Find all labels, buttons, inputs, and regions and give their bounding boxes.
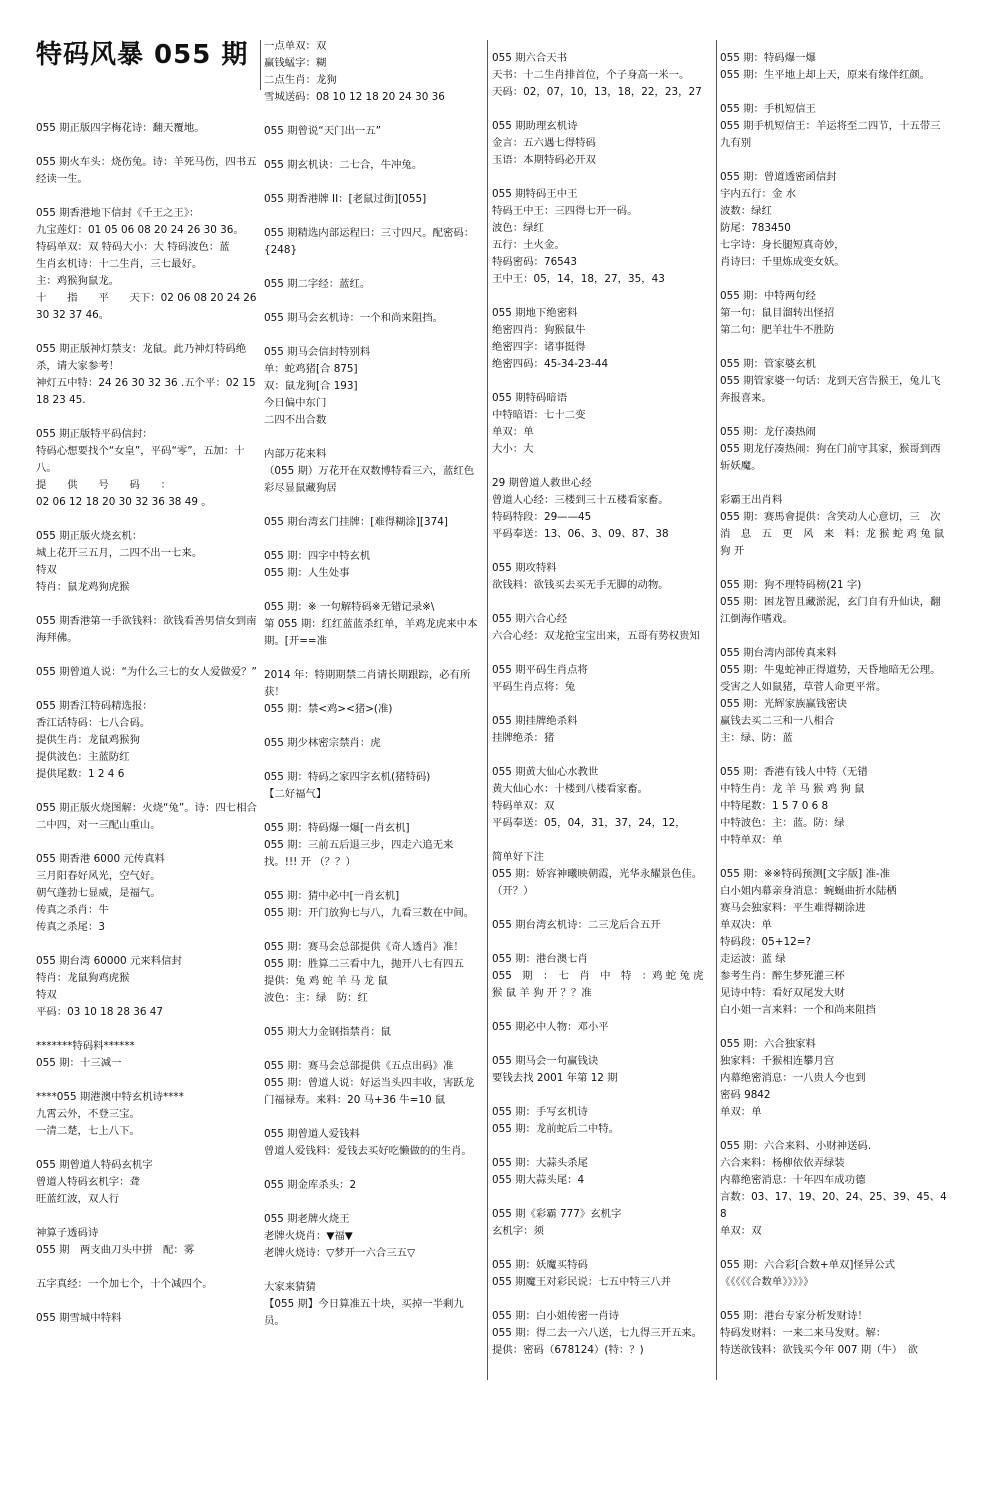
text-line: 雪城送码：08 10 12 18 20 24 30 36 xyxy=(264,91,445,103)
text-line: 055 期马会玄机诗：一个和尚来阻挡。 xyxy=(264,312,443,324)
text-line: 055 期：困龙智且藏淤泥，玄门自有升仙诀，翻江倒海作嗜戏。 xyxy=(720,596,941,625)
text-line: 第 055 期：红红蓝蓝杀红单，羊鸡龙虎来中本期。[开==准 xyxy=(264,618,478,647)
text-block xyxy=(264,1058,482,1109)
text-line: 提供：兔 鸡 蛇 羊 马 龙 鼠 xyxy=(264,975,388,987)
text-block xyxy=(264,667,482,718)
text-line: 特码心想要找个“女皇”，平码“零”，五加：十八。 xyxy=(36,445,245,474)
text-block xyxy=(36,698,258,783)
text-block xyxy=(264,599,482,650)
text-block xyxy=(492,713,714,747)
text-line: 055 期：禁<鸡><猪>(准) xyxy=(264,703,393,715)
text-line: 香江话特码：七八合码。 xyxy=(36,717,151,729)
text-line: 055 期：大蒜头杀尾 xyxy=(492,1157,588,1169)
text-block xyxy=(492,186,714,288)
text-block xyxy=(492,475,714,543)
text-line: 055 期香港 6000 元传真料 xyxy=(36,853,165,865)
text-line: 绝密四肖：狗猴鼠牛 xyxy=(492,324,586,336)
text-line: 055 期黄大仙心水教世 xyxy=(492,766,599,778)
text-line: 055 期火车头：烧伤兔。诗：羊死马伤，四书五经读一生。 xyxy=(36,156,257,185)
text-line: 大小：大 xyxy=(492,443,534,455)
text-line: 平码生肖点将：兔 xyxy=(492,681,576,693)
text-line: 055 期：六合彩[合数+单双]怪异公式 xyxy=(720,1259,896,1271)
text-block xyxy=(492,50,714,101)
text-line: 单：蛇鸡猪[合 875] xyxy=(264,363,358,375)
text-line: 055 期：胜算二三看中九，抛开八七有四五 xyxy=(264,958,464,970)
page-title: 特码风暴 055 期 xyxy=(36,40,249,70)
text-line: 言数：03、17、19、20、24、25、39、45、48 xyxy=(720,1191,947,1220)
text-line: 天书：十二生肖排首位，个子身高一米一。 xyxy=(492,69,690,81)
text-line: 055 期：三前五后退三步，四走六追无来找。!!! 开 （？？） xyxy=(264,839,454,868)
text-line: 朝气蓬勃七显威，是福气。 xyxy=(36,887,161,899)
text-line: 挂牌绝杀：猪 xyxy=(492,732,555,744)
text-block xyxy=(492,118,714,169)
text-line: 七字诗：身长腿短真奇妙， xyxy=(720,239,845,251)
text-block xyxy=(36,426,258,511)
text-line: 提供尾数：1 2 4 6 xyxy=(36,768,125,780)
text-block xyxy=(264,769,482,803)
text-block xyxy=(264,735,482,752)
text-block xyxy=(264,276,482,293)
text-line: 055 期：十三减一 xyxy=(36,1057,122,1069)
text-line: 双：鼠龙狗[合 193] xyxy=(264,380,358,392)
text-block xyxy=(492,1053,714,1087)
text-line: 02 06 12 18 20 30 32 36 38 49 。 xyxy=(36,496,212,508)
text-line: 055 期：曾道人说：好运当头四丰收，害跃龙门福禄寿。来料：20 马+36 牛=10 鼠 xyxy=(264,1077,475,1106)
text-line: 055 期魔王对彩民说：七五中特三八并 xyxy=(492,1276,671,1288)
text-line: 2014 年：特期期禁二肖请长期跟踪，必有所获！ xyxy=(264,669,471,698)
text-block xyxy=(720,1257,950,1291)
text-line: 玄机字：须 xyxy=(492,1225,544,1237)
text-line: 055 期：特码爆一爆[一肖玄机] xyxy=(264,822,410,834)
text-line: 055 期大蒜头尾：4 xyxy=(492,1174,585,1186)
text-line: 055 期香港地下信封《千王之王》： xyxy=(36,207,200,219)
text-line: 055 期：港台澳七肖 xyxy=(492,953,588,965)
text-line: 金言：五六遇七得特码 xyxy=(492,137,596,149)
text-line: 九宝莲灯：01 05 06 08 20 24 26 30 36。 xyxy=(36,224,244,236)
text-block xyxy=(36,800,258,834)
text-block xyxy=(492,305,714,373)
text-line: 055 期：牛鬼蛇神正得道势，天昏地暗无公理。受害之人如鼠猪，草菅人命更平常。 xyxy=(720,664,941,693)
text-block xyxy=(492,390,714,458)
text-block xyxy=(720,101,950,152)
text-block xyxy=(720,1138,950,1240)
text-line: 055 期挂牌绝杀料 xyxy=(492,715,578,727)
text-block xyxy=(264,225,482,259)
text-line: 内幕绝密消息：一八贵人今也到 xyxy=(720,1072,866,1084)
text-line: 提供生肖：龙鼠鸡猴狗 xyxy=(36,734,140,746)
column-1 xyxy=(36,120,258,1508)
text-block xyxy=(36,528,258,596)
text-block xyxy=(492,1104,714,1138)
text-line: 055 期金库杀头：2 xyxy=(264,1179,357,1191)
text-line: 提 供 号 码 ： xyxy=(36,479,172,491)
text-line: 055 期正版四字梅花诗：翻天覆地。 xyxy=(36,122,205,134)
text-line: 老牌火烧肖：▼福▼ xyxy=(264,1230,353,1242)
text-line: 主：绿、防：蓝 xyxy=(720,732,793,744)
text-line: 宇内五行：金 水 xyxy=(720,188,797,200)
text-line: 平码：03 10 18 28 36 47 xyxy=(36,1006,164,1018)
text-line: 055 期六合天书 xyxy=(492,52,568,64)
text-line: 055 期：特码爆一爆 xyxy=(720,52,816,64)
text-line: 十 指 平 天下：02 06 08 20 24 26 30 32 37 46。 xyxy=(36,292,260,321)
text-line: 055 期曾道人说：“为什么三七的女人爱做爱？” xyxy=(36,666,257,678)
text-line: 055 期特码王中王 xyxy=(492,188,578,200)
text-line: 055 期：赛马会总部提供《奇人透肖》准！ xyxy=(264,941,464,953)
text-line: 神算子透码诗 xyxy=(36,1227,99,1239)
text-line: 055 期雪城中特料 xyxy=(36,1312,122,1324)
text-line: 055 期香江特码精选报： xyxy=(36,700,153,712)
text-line: 第一句：鼠目溜转出怪招 xyxy=(720,307,835,319)
text-block xyxy=(264,1211,482,1262)
text-line: 055 期：妖魔买特码 xyxy=(492,1259,588,1271)
text-line: 肖诗曰：千里炼成变女妖。 xyxy=(720,256,845,268)
column-divider xyxy=(260,40,261,90)
text-line: 055 期：管家婆玄机 xyxy=(720,358,816,370)
text-line: 055 期 两支曲刀头中拼 配：雾 xyxy=(36,1244,195,1256)
text-line: 六合来料：杨柳依依弄绿装 xyxy=(720,1157,845,1169)
text-line: ****055 期港澳中特玄机诗**** xyxy=(36,1091,184,1103)
text-line: 参考生肖：醉生梦死灌三杯 xyxy=(720,970,845,982)
text-line: 欲钱料：欲钱买去买无手无脚的动物。 xyxy=(492,579,669,591)
text-line: 二点生肖：龙狗 xyxy=(264,74,337,86)
text-line: 055 期台湾 60000 元来料信封 xyxy=(36,955,182,967)
text-line: 055 期香港牌 II：[老鼠过街][055] xyxy=(264,193,427,205)
text-line: 055 期台湾内部传真来料 xyxy=(720,647,837,659)
text-line: 九霄云外，不登三宝。 xyxy=(36,1108,140,1120)
text-line: 055 期：狗不理特码榜(21 字) xyxy=(720,579,862,591)
text-line: 玉语：本期特码必开双 xyxy=(492,154,596,166)
text-block xyxy=(720,50,950,84)
text-block xyxy=(720,764,950,849)
text-line: 055 期：六合来料、小财神送码. xyxy=(720,1140,872,1152)
text-block xyxy=(492,1019,714,1036)
text-line: 055 期：手机短信王 xyxy=(720,103,816,115)
text-line: 【二好福气】 xyxy=(264,788,327,800)
text-line: 055 期地下绝密料 xyxy=(492,307,578,319)
text-block xyxy=(36,154,258,188)
column-3 xyxy=(492,50,714,1438)
text-block xyxy=(492,764,714,832)
text-line: 特码段：05+12=? xyxy=(720,936,811,948)
text-line: 传真之杀肖：牛 xyxy=(36,904,109,916)
text-line: 055 期大力金钢指禁肖：鼠 xyxy=(264,1026,392,1038)
text-line: 内部万花来料 xyxy=(264,448,327,460)
text-block xyxy=(492,917,714,934)
text-block xyxy=(36,341,258,409)
text-line: 曾道人心经：三楼到三十五楼看家畜。 xyxy=(492,494,669,506)
text-block xyxy=(492,611,714,645)
text-line: 天码：02，07，10，13，18，22，23，27 xyxy=(492,86,702,98)
text-block xyxy=(492,1308,714,1359)
text-line: 赛马会独家料：平生难得糊涂进 xyxy=(720,902,866,914)
text-line: 055 期香港第一手欲钱料：欲钱看善男信女到南海拜佛。 xyxy=(36,615,257,644)
text-line: 特肖：龙鼠狗鸡虎猴 xyxy=(36,972,130,984)
text-line: 特双 xyxy=(36,989,57,1001)
text-line: 055 期：※ 一句解特码※无错记录※\ xyxy=(264,601,435,613)
text-line: 055 期：赛馬會提供：含笑动人心意切，三 次 消 息 五 更 风 来 料：龙 猴 蛇 鸡 兔 鼠 狗 开 xyxy=(720,511,951,557)
text-line: 055 期：※※特码预测[文字版] 准-准 xyxy=(720,868,891,880)
text-line: 提供波色：主蓝防红 xyxy=(36,751,130,763)
text-line: 特码单双：双 xyxy=(492,800,555,812)
text-line: 中特波色：主：蓝。防：绿 xyxy=(720,817,845,829)
text-line: 055 期龙仔凑热闹：狗在门前守其家，猴哥到西斩妖魔。 xyxy=(720,443,941,472)
text-line: 单双：双 xyxy=(720,1225,762,1237)
text-line: 老牌火烧诗：▽梦开一六合三五▽ xyxy=(264,1247,416,1259)
text-block xyxy=(264,1177,482,1194)
text-block xyxy=(264,310,482,327)
text-block xyxy=(720,866,950,1019)
text-line: 055 期：开门放狗七与八，九看三数在中间。 xyxy=(264,907,475,919)
text-line: 055 期老牌火烧王 xyxy=(264,1213,350,1225)
text-line: 特码特段：29——45 xyxy=(492,511,592,523)
text-line: 055 期台湾玄机诗：二三龙后合五开 xyxy=(492,919,661,931)
text-line: 055 期：龙前蛇后二中特。 xyxy=(492,1123,620,1135)
text-line: 五行：土火金。 xyxy=(492,239,565,251)
text-line: 彩霸王出肖料 xyxy=(720,494,783,506)
text-block xyxy=(36,1157,258,1208)
text-block xyxy=(492,560,714,594)
text-line: 055 期马会一句赢钱诀 xyxy=(492,1055,599,1067)
text-line: 055 期：香港有钱人中特（无错 xyxy=(720,766,868,778)
text-line: 055 期正版火烧玄机： xyxy=(36,530,143,542)
text-block xyxy=(492,662,714,696)
text-line: 中特尾数：1 5 7 0 6 8 xyxy=(720,800,829,812)
text-line: 055 期：人生处事 xyxy=(264,567,350,579)
text-line: 内幕绝密消息：十年四车成功德 xyxy=(720,1174,866,1186)
text-line: 特码单双：双 特码大小：大 特码波色：蓝 xyxy=(36,241,230,253)
text-line: 生肖玄机诗：十二生肖，三七最好。 xyxy=(36,258,203,270)
text-block xyxy=(720,288,950,339)
text-block xyxy=(36,1038,258,1072)
text-line: 055 期：娇容神曦映朝霞，光华永耀景色佳。（开？） xyxy=(492,868,703,897)
text-line: 055 期助理玄机诗 xyxy=(492,120,578,132)
text-line: 五字真经：一个加七个，十个减四个。 xyxy=(36,1278,213,1290)
text-line: 055 期攻特料 xyxy=(492,562,557,574)
text-line: 055 期曾道人爱钱料 xyxy=(264,1128,360,1140)
text-block xyxy=(720,1036,950,1121)
text-line: 【055 期】今日算准五十块，买掉一半剩九员。 xyxy=(264,1298,464,1327)
column-divider xyxy=(487,40,488,1380)
text-line: 055 期：猜中必中[一肖玄机] xyxy=(264,890,400,902)
text-line: *******特码料****** xyxy=(36,1040,135,1052)
text-block xyxy=(36,120,258,137)
text-line: 赢钱蜢字：糊 xyxy=(264,57,327,69)
column-4 xyxy=(720,50,950,1438)
text-line: 绝密四字：诸事挺得 xyxy=(492,341,586,353)
text-line: 单双决：单 xyxy=(720,919,772,931)
text-line: 单双：单 xyxy=(720,1106,762,1118)
text-line: 单双：单 xyxy=(492,426,534,438)
text-line: 密码 9842 xyxy=(720,1089,771,1101)
text-line: 055 期马会信封特别料 xyxy=(264,346,371,358)
text-line: 055 期曾道人特码玄机字 xyxy=(36,1159,153,1171)
text-line: 一点单双：双 xyxy=(264,40,327,52)
text-line: 055 期正版神灯禁支：龙鼠。此乃神灯特码绝杀，请大家参考！ xyxy=(36,343,247,372)
text-block xyxy=(720,577,950,628)
text-line: 六合心经：双龙抢宝宝出来，五哥有势权贵知 xyxy=(492,630,700,642)
text-line: 特送欲钱料：欲钱买今年 007 期（牛） 欲 xyxy=(720,1344,918,1356)
text-block xyxy=(36,1089,258,1140)
text-line: 055 期《彩霸 777》玄机字 xyxy=(492,1208,622,1220)
text-block xyxy=(264,820,482,871)
text-line: 055 期：特码之家四字玄机(猪特码) xyxy=(264,771,431,783)
text-line: 055 期精选内部运程曰：三寸四尺。配密码：{248} xyxy=(264,227,475,256)
text-line: 特码王中王：三四得七开一码。 xyxy=(492,205,638,217)
text-block xyxy=(264,123,482,140)
text-line: 055 期正版火烧图解：火烧“兔”。诗：四七相合二中四，对一三配山重山。 xyxy=(36,802,257,831)
text-block xyxy=(492,1155,714,1189)
text-block xyxy=(492,951,714,1002)
text-line: 055 期：生平地上却上天，原来有缘伴红颜。 xyxy=(720,69,931,81)
text-line: 055 期平码生肖点将 xyxy=(492,664,588,676)
text-line: 大家来猜猜 xyxy=(264,1281,316,1293)
text-line: 055 期手机短信王：羊运将至二四节，十五带三九有别 xyxy=(720,120,941,149)
text-line: 平码奉送：13、06、3、09、87、38 xyxy=(492,528,669,540)
text-line: 055 期管家婆一句话：龙到天宫告猴王，兔儿飞奔报喜来。 xyxy=(720,375,941,404)
text-line: 055 期：手写玄机诗 xyxy=(492,1106,588,1118)
text-line: 055 期：港台专家分析发财诗！ xyxy=(720,1310,868,1322)
text-line: 主：鸡猴狗鼠龙。 xyxy=(36,275,120,287)
text-line: 055 期玄机诀：二七合，牛冲兔。 xyxy=(264,159,423,171)
text-line: 055 期 ： 七 肖 中 特 ：鸡 蛇 兔 虎 猴 鼠 羊 狗 开 ？？准 xyxy=(492,970,707,999)
text-line: 今日偏中东门 xyxy=(264,397,327,409)
text-block xyxy=(492,1206,714,1240)
text-block xyxy=(36,1310,258,1327)
text-line: 要钱去找 2001 年第 12 期 xyxy=(492,1072,618,1084)
text-line: 赢钱去买二三和一八相合 xyxy=(720,715,835,727)
text-line: 三月阳春好风光，空气好。 xyxy=(36,870,161,882)
text-line: 提供：密码（678124）(特：？) xyxy=(492,1344,644,1356)
text-line: 29 期曾道人救世心经 xyxy=(492,477,592,489)
text-block xyxy=(36,1276,258,1293)
text-line: （055 期）万花开在双数博特看三六，蓝红色彩尽显鼠藏狗居 xyxy=(264,465,475,494)
column-2 xyxy=(264,38,482,1426)
text-line: 二四不出合数 xyxy=(264,414,327,426)
text-line: 055 期：曾道透密函信封 xyxy=(720,171,837,183)
text-block xyxy=(36,613,258,647)
text-line: 《《《《《合数单》》》》》 xyxy=(720,1276,814,1288)
text-line: 旺蓝红波，双人行 xyxy=(36,1193,120,1205)
text-block xyxy=(264,548,482,582)
text-block xyxy=(36,953,258,1021)
text-block xyxy=(264,888,482,922)
text-line: 中特生肖：龙 羊 马 猴 鸡 狗 鼠 xyxy=(720,783,865,795)
text-line: 黄大仙心水：十楼到八楼看家畜。 xyxy=(492,783,648,795)
text-line: 055 期必中人物：邓小平 xyxy=(492,1021,609,1033)
text-line: 055 期曾说“天门出一五” xyxy=(264,125,382,137)
text-line: 波色：主：绿 防：红 xyxy=(264,992,368,1004)
text-block xyxy=(264,157,482,174)
text-line: 055 期六合心经 xyxy=(492,613,568,625)
text-block xyxy=(264,1126,482,1160)
text-line: 055 期正版特平码信封： xyxy=(36,428,153,440)
text-line: 055 期：四字中特玄机 xyxy=(264,550,371,562)
text-line: 白小姐内幕亲身消息：蜿蜒曲折水陆栖 xyxy=(720,885,897,897)
text-line: 第二句：肥羊壮牛不胜防 xyxy=(720,324,835,336)
text-line: 055 期：龙仔凑热闹 xyxy=(720,426,816,438)
text-block xyxy=(264,1279,482,1330)
text-block xyxy=(492,849,714,900)
text-line: 波数：绿红 xyxy=(720,205,772,217)
text-block xyxy=(720,1308,950,1359)
text-block xyxy=(36,664,258,681)
text-line: 见诗中特：看好双尾发大财 xyxy=(720,987,845,999)
text-block xyxy=(720,645,950,747)
text-line: 绝密四码：45-34-23-44 xyxy=(492,358,609,370)
text-block xyxy=(36,205,258,324)
text-line: 特码发财料：一来二来马发财。解： xyxy=(720,1327,887,1339)
text-line: 城上花开三五月，二四不出一七来。 xyxy=(36,547,203,559)
text-block xyxy=(264,446,482,497)
text-line: 独家料：千猴相连攀月宫 xyxy=(720,1055,835,1067)
text-line: 曾道人特码玄机字：聋 xyxy=(36,1176,140,1188)
text-line: 中特单双：单 xyxy=(720,834,783,846)
text-block xyxy=(720,424,950,475)
text-line: 055 期：光辉家族赢钱密诀 xyxy=(720,698,848,710)
text-line: 特肖：鼠龙鸡狗虎猴 xyxy=(36,581,130,593)
text-line: 055 期：得二去一六八送，七九得三开五来。 xyxy=(492,1327,703,1339)
text-line: 特码密码：76543 xyxy=(492,256,578,268)
text-line: 055 期二字经：蓝红。 xyxy=(264,278,371,290)
text-line: 特双 xyxy=(36,564,57,576)
text-line: 简单好下注 xyxy=(492,851,544,863)
text-line: 055 期：赛马会总部提供《五点出码》准 xyxy=(264,1060,454,1072)
text-line: 055 期特码暗语 xyxy=(492,392,568,404)
text-block xyxy=(720,169,950,271)
text-line: 中特暗语：七十二变 xyxy=(492,409,586,421)
text-block xyxy=(264,939,482,1007)
text-block xyxy=(264,191,482,208)
text-block xyxy=(36,1225,258,1259)
text-line: 平码奉送：05，04，31，37，24，12， xyxy=(492,817,686,829)
text-line: 055 期：六合独家料 xyxy=(720,1038,816,1050)
text-line: 王中王：05，14，18，27，35，43 xyxy=(492,273,665,285)
text-line: 走运波：蓝 绿 xyxy=(720,953,786,965)
text-line: 防尾：783450 xyxy=(720,222,791,234)
text-block xyxy=(492,1257,714,1291)
text-line: 神灯五中特：24 26 30 32 36 .五个平：02 15 18 23 45. xyxy=(36,377,259,406)
text-line: 055 期少林密宗禁肖：虎 xyxy=(264,737,381,749)
text-block xyxy=(264,1024,482,1041)
text-line: 波色：绿红 xyxy=(492,222,544,234)
text-line: 曾道人爱钱料：爱钱去买好吃懒做的的生肖。 xyxy=(264,1145,472,1157)
text-line: 白小姐一言来料：一个和尚来阻挡 xyxy=(720,1004,876,1016)
text-block xyxy=(264,514,482,531)
text-line: 055 期台湾玄门挂牌：[难得糊涂][374] xyxy=(264,516,448,528)
text-block xyxy=(720,492,950,560)
text-line: 一清二楚，七上八下。 xyxy=(36,1125,140,1137)
text-block xyxy=(720,356,950,407)
text-line: 传真之杀尾：3 xyxy=(36,921,105,933)
text-block xyxy=(264,38,482,106)
text-line: 055 期：中特两句经 xyxy=(720,290,816,302)
text-block xyxy=(264,344,482,429)
column-divider xyxy=(716,40,717,1380)
text-line: 055 期：白小姐传密一肖诗 xyxy=(492,1310,620,1322)
text-block xyxy=(36,851,258,936)
